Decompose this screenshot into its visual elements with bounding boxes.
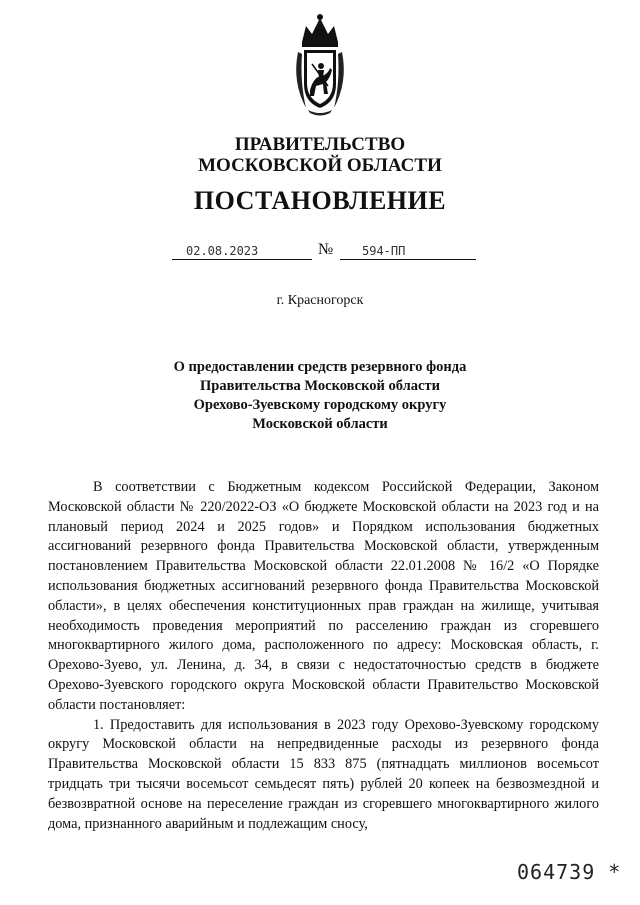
preamble-paragraph: В соответствии с Бюджетным кодексом Российской Федерации, Законом Московской области № 220/2022-ОЗ «О бюджете Московской области на 2023 год и на плановый период 2024 и 2025 годов» и Порядком использования бюджетных ассигнований резервного фонда Правительства Московской области, утвержденным постановлением Правительства Московской области 22.01.2008 № 16/2 «О Порядке использования бюджетных ассигнований резервного фонда Правительства Московской области», в целях обеспечения конституционных прав граждан на жилище, учитывая необходимость проведения мероприятий по расселению граждан из сгоревшего многоквартирного жилого дома, расположенного по адресу: Московская область, г. Орехово-Зуево, ул. Ленина, д. 34, в связи с недостаточностью средств в бюджете Орехово-Зуевского городского округа Московской области Правительство Московской области постановляет: xyxy=(48,479,599,713)
document-type: ПОСТАНОВЛЕНИЕ xyxy=(193,186,447,215)
title-line3: Орехово-Зуевскому городскому округу xyxy=(193,397,447,413)
title-line1: О предоставлении средств резервного фонда xyxy=(173,359,467,375)
number-sign: № xyxy=(318,241,334,258)
item-1-paragraph: 1. Предоставить для использования в 2023 году Орехово-Зуевскому городскому округу Московской области на непредвиденные расходы из резервного фонда Правительства Московской области 15 833 875 (пятнадцать миллионов восемьсот тридцать три тысячи восемьсот семьдесят пять) рублей 20 копеек на безвозмездной и безвозвратной основе на переселение граждан из сгоревшего многоквартирного жилого дома, признанного аварийным и подлежащим сносу, xyxy=(48,716,599,832)
decree-title xyxy=(0,358,640,434)
city: г. Красногорск xyxy=(276,293,364,308)
title-line2: Правительства Московской области xyxy=(200,378,440,394)
coat-of-arms-emblem xyxy=(288,12,352,118)
government-name-line1: ПРАВИТЕЛЬСТВО xyxy=(234,134,406,155)
title-line4: Московской области xyxy=(252,416,388,432)
date-number-line xyxy=(0,242,640,264)
decree-body xyxy=(48,478,599,834)
government-name-line2: МОСКОВСКОЙ ОБЛАСТИ xyxy=(198,155,442,176)
decree-date: 02.08.2023 xyxy=(172,242,312,260)
decree-number: 594-ПП xyxy=(340,242,476,260)
serial-stamp: 064739 * xyxy=(517,860,622,884)
